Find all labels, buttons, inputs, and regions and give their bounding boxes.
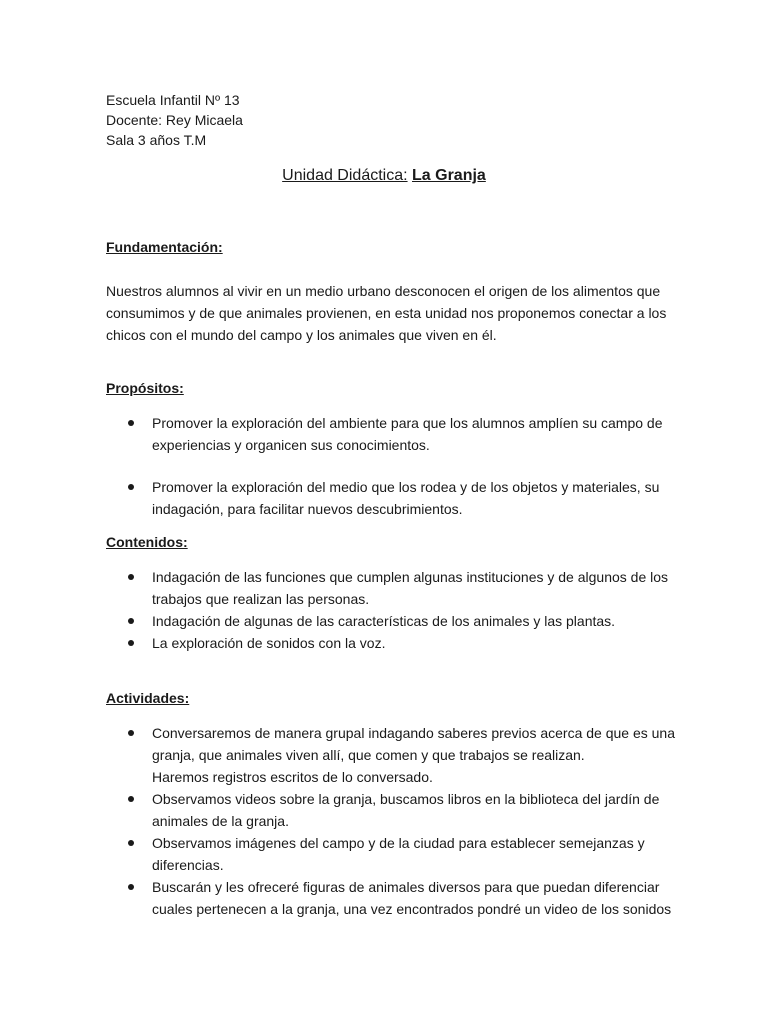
actividades-list — [106, 722, 686, 920]
bullet-icon — [128, 420, 134, 426]
heading-actividades: Actividades: — [106, 690, 190, 706]
bullet-icon — [128, 574, 134, 580]
room-name: Sala 3 años T.M — [106, 132, 207, 148]
bullet-icon — [128, 840, 134, 846]
contenidos-list — [106, 566, 686, 654]
list-item: La exploración de sonidos con la voz. — [106, 632, 686, 654]
bullet-icon — [128, 796, 134, 802]
fundamentacion-paragraph — [106, 280, 666, 346]
heading-propositos: Propósitos: — [106, 380, 184, 396]
list-item: Indagación de algunas de las características de los animales y las plantas. — [106, 610, 686, 632]
school-name: Escuela Infantil Nº 13 — [106, 92, 240, 108]
document-title — [0, 165, 768, 187]
bullet-icon — [128, 618, 134, 624]
list-item: Observamos imágenes del campo y de la ciudad para establecer semejanzas y diferencias. — [106, 832, 686, 876]
title-name: La Granja — [412, 167, 486, 184]
paragraph-line: Nuestros alumnos al vivir en un medio urbano desconocen el origen de los alimentos que — [106, 283, 661, 299]
paragraph-line: consumimos y de que animales provienen, en esta unidad nos proponemos conectar a los — [106, 305, 667, 321]
bullet-icon — [128, 484, 134, 490]
list-item: Observamos videos sobre la granja, buscamos libros en la biblioteca del jardín de animales de la granja. — [106, 788, 686, 832]
teacher-name: Docente: Rey Micaela — [106, 112, 243, 128]
bullet-icon — [128, 730, 134, 736]
heading-contenidos: Contenidos: — [106, 534, 188, 550]
list-item: Promover la exploración del ambiente para que los alumnos amplíen su campo de experiencias y organicen sus conocimientos. — [106, 412, 686, 456]
heading-fundamentacion: Fundamentación: — [106, 239, 223, 255]
paragraph-line: chicos con el mundo del campo y los animales que viven en él. — [106, 327, 497, 343]
bullet-icon — [128, 884, 134, 890]
list-item: Conversaremos de manera grupal indagando saberes previos acerca de que es una granja, que animales viven allí, que comen y que trabajos se realizan. Haremos registros escritos de lo conversado. — [106, 722, 686, 788]
bullet-icon — [128, 640, 134, 646]
list-item: Promover la exploración del medio que los rodea y de los objetos y materiales, su indagación, para facilitar nuevos descubrimientos. — [106, 476, 686, 520]
document-header — [106, 90, 243, 150]
title-prefix: Unidad Didáctica: — [282, 167, 408, 184]
list-item: Buscarán y les ofreceré figuras de animales diversos para que puedan diferenciar cuales pertenecen a la granja, una vez encontrados pondré un video de los sonidos — [106, 876, 686, 920]
propositos-list — [106, 412, 686, 520]
list-item: Indagación de las funciones que cumplen algunas instituciones y de algunos de los trabajos que realizan las personas. — [106, 566, 686, 610]
